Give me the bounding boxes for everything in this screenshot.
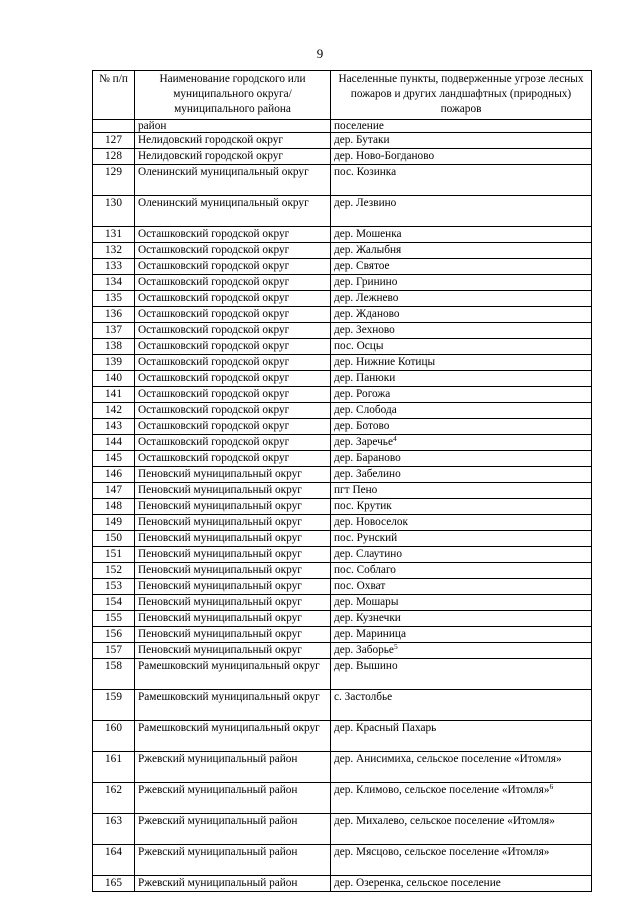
table-row <box>93 659 592 690</box>
row-number: 142 <box>93 403 135 419</box>
page-number: 9 <box>316 46 324 61</box>
row-settlement <box>331 690 592 721</box>
settlement-name: дер. Вышино <box>334 660 398 672</box>
settlement-name: дер. Жданово <box>334 308 400 320</box>
settlement-name: дер. Нижние Котицы <box>334 356 436 368</box>
row-municipality: Пеновский муниципальный округ <box>135 563 331 579</box>
table-row <box>93 403 592 419</box>
table-row <box>93 595 592 611</box>
row-municipality: Пеновский муниципальный округ <box>135 611 331 627</box>
row-settlement <box>331 845 592 876</box>
row-municipality: Оленинский муниципальный округ <box>135 165 331 196</box>
footnote-marker: 5 <box>393 642 398 651</box>
row-municipality: Осташковский городской округ <box>135 291 331 307</box>
table-row <box>93 387 592 403</box>
row-settlement <box>331 659 592 690</box>
header-number: № п/п <box>93 71 135 120</box>
table-row <box>93 547 592 563</box>
table-row <box>93 149 592 165</box>
continuation-num <box>93 120 135 133</box>
table-row <box>93 627 592 643</box>
header-municipality: Наименование городского или муниципального округа/муниципального района <box>135 71 331 120</box>
settlement-name: пос. Козинка <box>334 166 397 178</box>
row-municipality: Осташковский городской округ <box>135 307 331 323</box>
settlement-name: пос. Крутик <box>334 500 392 512</box>
table-row <box>93 643 592 659</box>
row-number: 133 <box>93 259 135 275</box>
row-number: 152 <box>93 563 135 579</box>
row-settlement <box>331 483 592 499</box>
footnote-marker: 6 <box>549 782 554 791</box>
table-row <box>93 419 592 435</box>
row-settlement <box>331 149 592 165</box>
row-settlement <box>331 435 592 451</box>
row-number: 148 <box>93 499 135 515</box>
table-row <box>93 690 592 721</box>
table-row <box>93 227 592 243</box>
row-settlement <box>331 165 592 196</box>
row-municipality: Пеновский муниципальный округ <box>135 515 331 531</box>
settlement-name: пгт Пено <box>334 484 378 496</box>
row-municipality: Ржевский муниципальный район <box>135 752 331 783</box>
table-header-row <box>93 71 592 120</box>
row-municipality: Рамешковский муниципальный округ <box>135 659 331 690</box>
row-municipality: Осташковский городской округ <box>135 275 331 291</box>
row-municipality: Пеновский муниципальный округ <box>135 499 331 515</box>
row-municipality: Осташковский городской округ <box>135 323 331 339</box>
row-number: 144 <box>93 435 135 451</box>
row-number: 134 <box>93 275 135 291</box>
table-row <box>93 435 592 451</box>
row-municipality: Ржевский муниципальный район <box>135 876 331 892</box>
table-row <box>93 611 592 627</box>
row-settlement <box>331 196 592 227</box>
row-number: 159 <box>93 690 135 721</box>
settlement-name: дер. Святое <box>334 260 390 272</box>
row-municipality: Пеновский муниципальный округ <box>135 579 331 595</box>
row-number: 140 <box>93 371 135 387</box>
settlement-name: дер. Мариница <box>334 628 406 640</box>
row-settlement <box>331 451 592 467</box>
row-settlement <box>331 467 592 483</box>
row-municipality: Осташковский городской округ <box>135 259 331 275</box>
settlement-name: дер. Слаутино <box>334 548 402 560</box>
row-settlement <box>331 371 592 387</box>
row-municipality: Осташковский городской округ <box>135 403 331 419</box>
settlements-table <box>92 70 592 892</box>
settlement-name: дер. Бутаки <box>334 134 390 146</box>
settlement-name: дер. Рогожа <box>334 388 391 400</box>
row-municipality: Ржевский муниципальный район <box>135 814 331 845</box>
row-municipality: Осташковский городской округ <box>135 435 331 451</box>
table-row <box>93 579 592 595</box>
table-row <box>93 259 592 275</box>
table-row <box>93 165 592 196</box>
row-number: 149 <box>93 515 135 531</box>
row-number: 154 <box>93 595 135 611</box>
row-settlement <box>331 563 592 579</box>
row-settlement <box>331 814 592 845</box>
table-row <box>93 876 592 892</box>
row-number: 145 <box>93 451 135 467</box>
row-number: 132 <box>93 243 135 259</box>
row-municipality: Осташковский городской округ <box>135 419 331 435</box>
row-municipality: Ржевский муниципальный район <box>135 783 331 814</box>
table-row <box>93 291 592 307</box>
table-row <box>93 845 592 876</box>
row-municipality: Пеновский муниципальный округ <box>135 547 331 563</box>
row-number: 139 <box>93 355 135 371</box>
row-number: 150 <box>93 531 135 547</box>
settlement-name: дер. Гринино <box>334 276 398 288</box>
row-settlement <box>331 403 592 419</box>
row-municipality: Осташковский городской округ <box>135 227 331 243</box>
row-municipality: Рамешковский муниципальный округ <box>135 721 331 752</box>
row-settlement <box>331 611 592 627</box>
table-row <box>93 499 592 515</box>
table-row <box>93 814 592 845</box>
row-municipality: Пеновский муниципальный округ <box>135 467 331 483</box>
row-municipality: Пеновский муниципальный округ <box>135 595 331 611</box>
settlement-name: дер. Панюки <box>334 372 396 384</box>
header-settlements: Населенные пункты, подверженные угрозе лесных пожаров и других ландшафтных (природных) пожаров <box>331 71 592 120</box>
row-settlement <box>331 752 592 783</box>
row-number: 137 <box>93 323 135 339</box>
footnote-marker: 4 <box>392 434 397 443</box>
continuation-row <box>93 120 592 133</box>
row-settlement <box>331 227 592 243</box>
row-number: 151 <box>93 547 135 563</box>
row-settlement <box>331 579 592 595</box>
row-number: 135 <box>93 291 135 307</box>
row-municipality: Оленинский муниципальный округ <box>135 196 331 227</box>
row-municipality: Нелидовский городской округ <box>135 133 331 149</box>
settlement-name: дер. Мошенка <box>334 228 402 240</box>
table-row <box>93 307 592 323</box>
table-row <box>93 323 592 339</box>
row-settlement <box>331 499 592 515</box>
row-municipality: Пеновский муниципальный округ <box>135 643 331 659</box>
settlement-name: дер. Бараново <box>334 452 401 464</box>
table-row <box>93 563 592 579</box>
settlement-name: дер. Зехново <box>334 324 395 336</box>
settlement-name: пос. Рунский <box>334 532 398 544</box>
table-row <box>93 196 592 227</box>
row-municipality: Осташковский городской округ <box>135 355 331 371</box>
settlement-name: дер. Ново-Богданово <box>334 150 435 162</box>
row-settlement <box>331 419 592 435</box>
table-row <box>93 783 592 814</box>
row-settlement <box>331 275 592 291</box>
table-row <box>93 531 592 547</box>
settlement-name: дер. Красный Пахарь <box>334 722 437 734</box>
settlement-name: дер. Новоселок <box>334 516 408 528</box>
row-number: 138 <box>93 339 135 355</box>
row-municipality: Осташковский городской округ <box>135 451 331 467</box>
table-row <box>93 483 592 499</box>
row-number: 129 <box>93 165 135 196</box>
row-number: 164 <box>93 845 135 876</box>
table-row <box>93 355 592 371</box>
settlement-name: дер. Михалево, сельское поселение «Итомля» <box>334 815 555 827</box>
row-number: 141 <box>93 387 135 403</box>
table-row <box>93 275 592 291</box>
settlement-name: дер. Климово, сельское поселение «Итомля» <box>334 784 550 796</box>
row-settlement <box>331 387 592 403</box>
table-row <box>93 243 592 259</box>
row-municipality: Пеновский муниципальный округ <box>135 531 331 547</box>
settlement-name: пос. Осцы <box>334 340 384 352</box>
row-settlement <box>331 547 592 563</box>
row-settlement <box>331 627 592 643</box>
table-row <box>93 339 592 355</box>
table-body <box>93 120 592 892</box>
row-municipality: Пеновский муниципальный округ <box>135 627 331 643</box>
row-settlement <box>331 595 592 611</box>
row-number: 127 <box>93 133 135 149</box>
row-municipality: Пеновский муниципальный округ <box>135 483 331 499</box>
settlement-name: дер. Мясцово, сельское поселение «Итомля» <box>334 846 550 858</box>
row-number: 147 <box>93 483 135 499</box>
settlement-name: дер. Ботово <box>334 420 390 432</box>
row-number: 136 <box>93 307 135 323</box>
table-row <box>93 451 592 467</box>
row-number: 143 <box>93 419 135 435</box>
row-number: 158 <box>93 659 135 690</box>
row-number: 165 <box>93 876 135 892</box>
row-municipality: Нелидовский городской округ <box>135 149 331 165</box>
row-municipality: Ржевский муниципальный район <box>135 845 331 876</box>
row-number: 156 <box>93 627 135 643</box>
row-settlement <box>331 259 592 275</box>
row-number: 160 <box>93 721 135 752</box>
row-municipality: Осташковский городской округ <box>135 243 331 259</box>
settlement-name: дер. Лежнево <box>334 292 399 304</box>
row-number: 155 <box>93 611 135 627</box>
settlement-name: дер. Жалыбня <box>334 244 402 256</box>
table-row <box>93 371 592 387</box>
settlement-name: дер. Лезвино <box>334 197 397 209</box>
settlement-name: дер. Забелино <box>334 468 401 480</box>
row-settlement <box>331 291 592 307</box>
row-settlement <box>331 339 592 355</box>
settlement-name: дер. Мошары <box>334 596 399 608</box>
table-row <box>93 752 592 783</box>
row-number: 157 <box>93 643 135 659</box>
row-settlement <box>331 643 592 659</box>
row-number: 130 <box>93 196 135 227</box>
row-settlement <box>331 323 592 339</box>
row-settlement <box>331 876 592 892</box>
row-municipality: Рамешковский муниципальный округ <box>135 690 331 721</box>
settlement-name: с. Застолбье <box>334 691 393 703</box>
settlement-name: дер. Анисимиха, сельское поселение «Итомля» <box>334 753 562 765</box>
row-settlement <box>331 515 592 531</box>
row-number: 128 <box>93 149 135 165</box>
settlement-name: дер. Кузнечки <box>334 612 401 624</box>
settlement-name: пос. Соблаго <box>334 564 396 576</box>
table-row <box>93 133 592 149</box>
settlement-name: дер. Заборье <box>334 644 394 656</box>
table-row <box>93 721 592 752</box>
settlement-name: дер. Слобода <box>334 404 397 416</box>
row-municipality: Осташковский городской округ <box>135 387 331 403</box>
row-settlement <box>331 721 592 752</box>
row-settlement <box>331 243 592 259</box>
row-settlement <box>331 783 592 814</box>
table-row <box>93 515 592 531</box>
row-number: 162 <box>93 783 135 814</box>
row-settlement <box>331 307 592 323</box>
continuation-municipality: район <box>135 120 331 133</box>
settlement-name: дер. Заречье <box>334 436 393 448</box>
settlement-name: пос. Охват <box>334 580 386 592</box>
row-settlement <box>331 355 592 371</box>
row-number: 153 <box>93 579 135 595</box>
row-settlement <box>331 133 592 149</box>
continuation-settlement: поселение <box>331 120 592 133</box>
row-settlement <box>331 531 592 547</box>
row-number: 146 <box>93 467 135 483</box>
row-municipality: Осташковский городской округ <box>135 339 331 355</box>
row-number: 161 <box>93 752 135 783</box>
row-number: 131 <box>93 227 135 243</box>
table-row <box>93 467 592 483</box>
settlement-name: дер. Озеренка, сельское поселение <box>334 877 501 889</box>
row-number: 163 <box>93 814 135 845</box>
row-municipality: Осташковский городской округ <box>135 371 331 387</box>
